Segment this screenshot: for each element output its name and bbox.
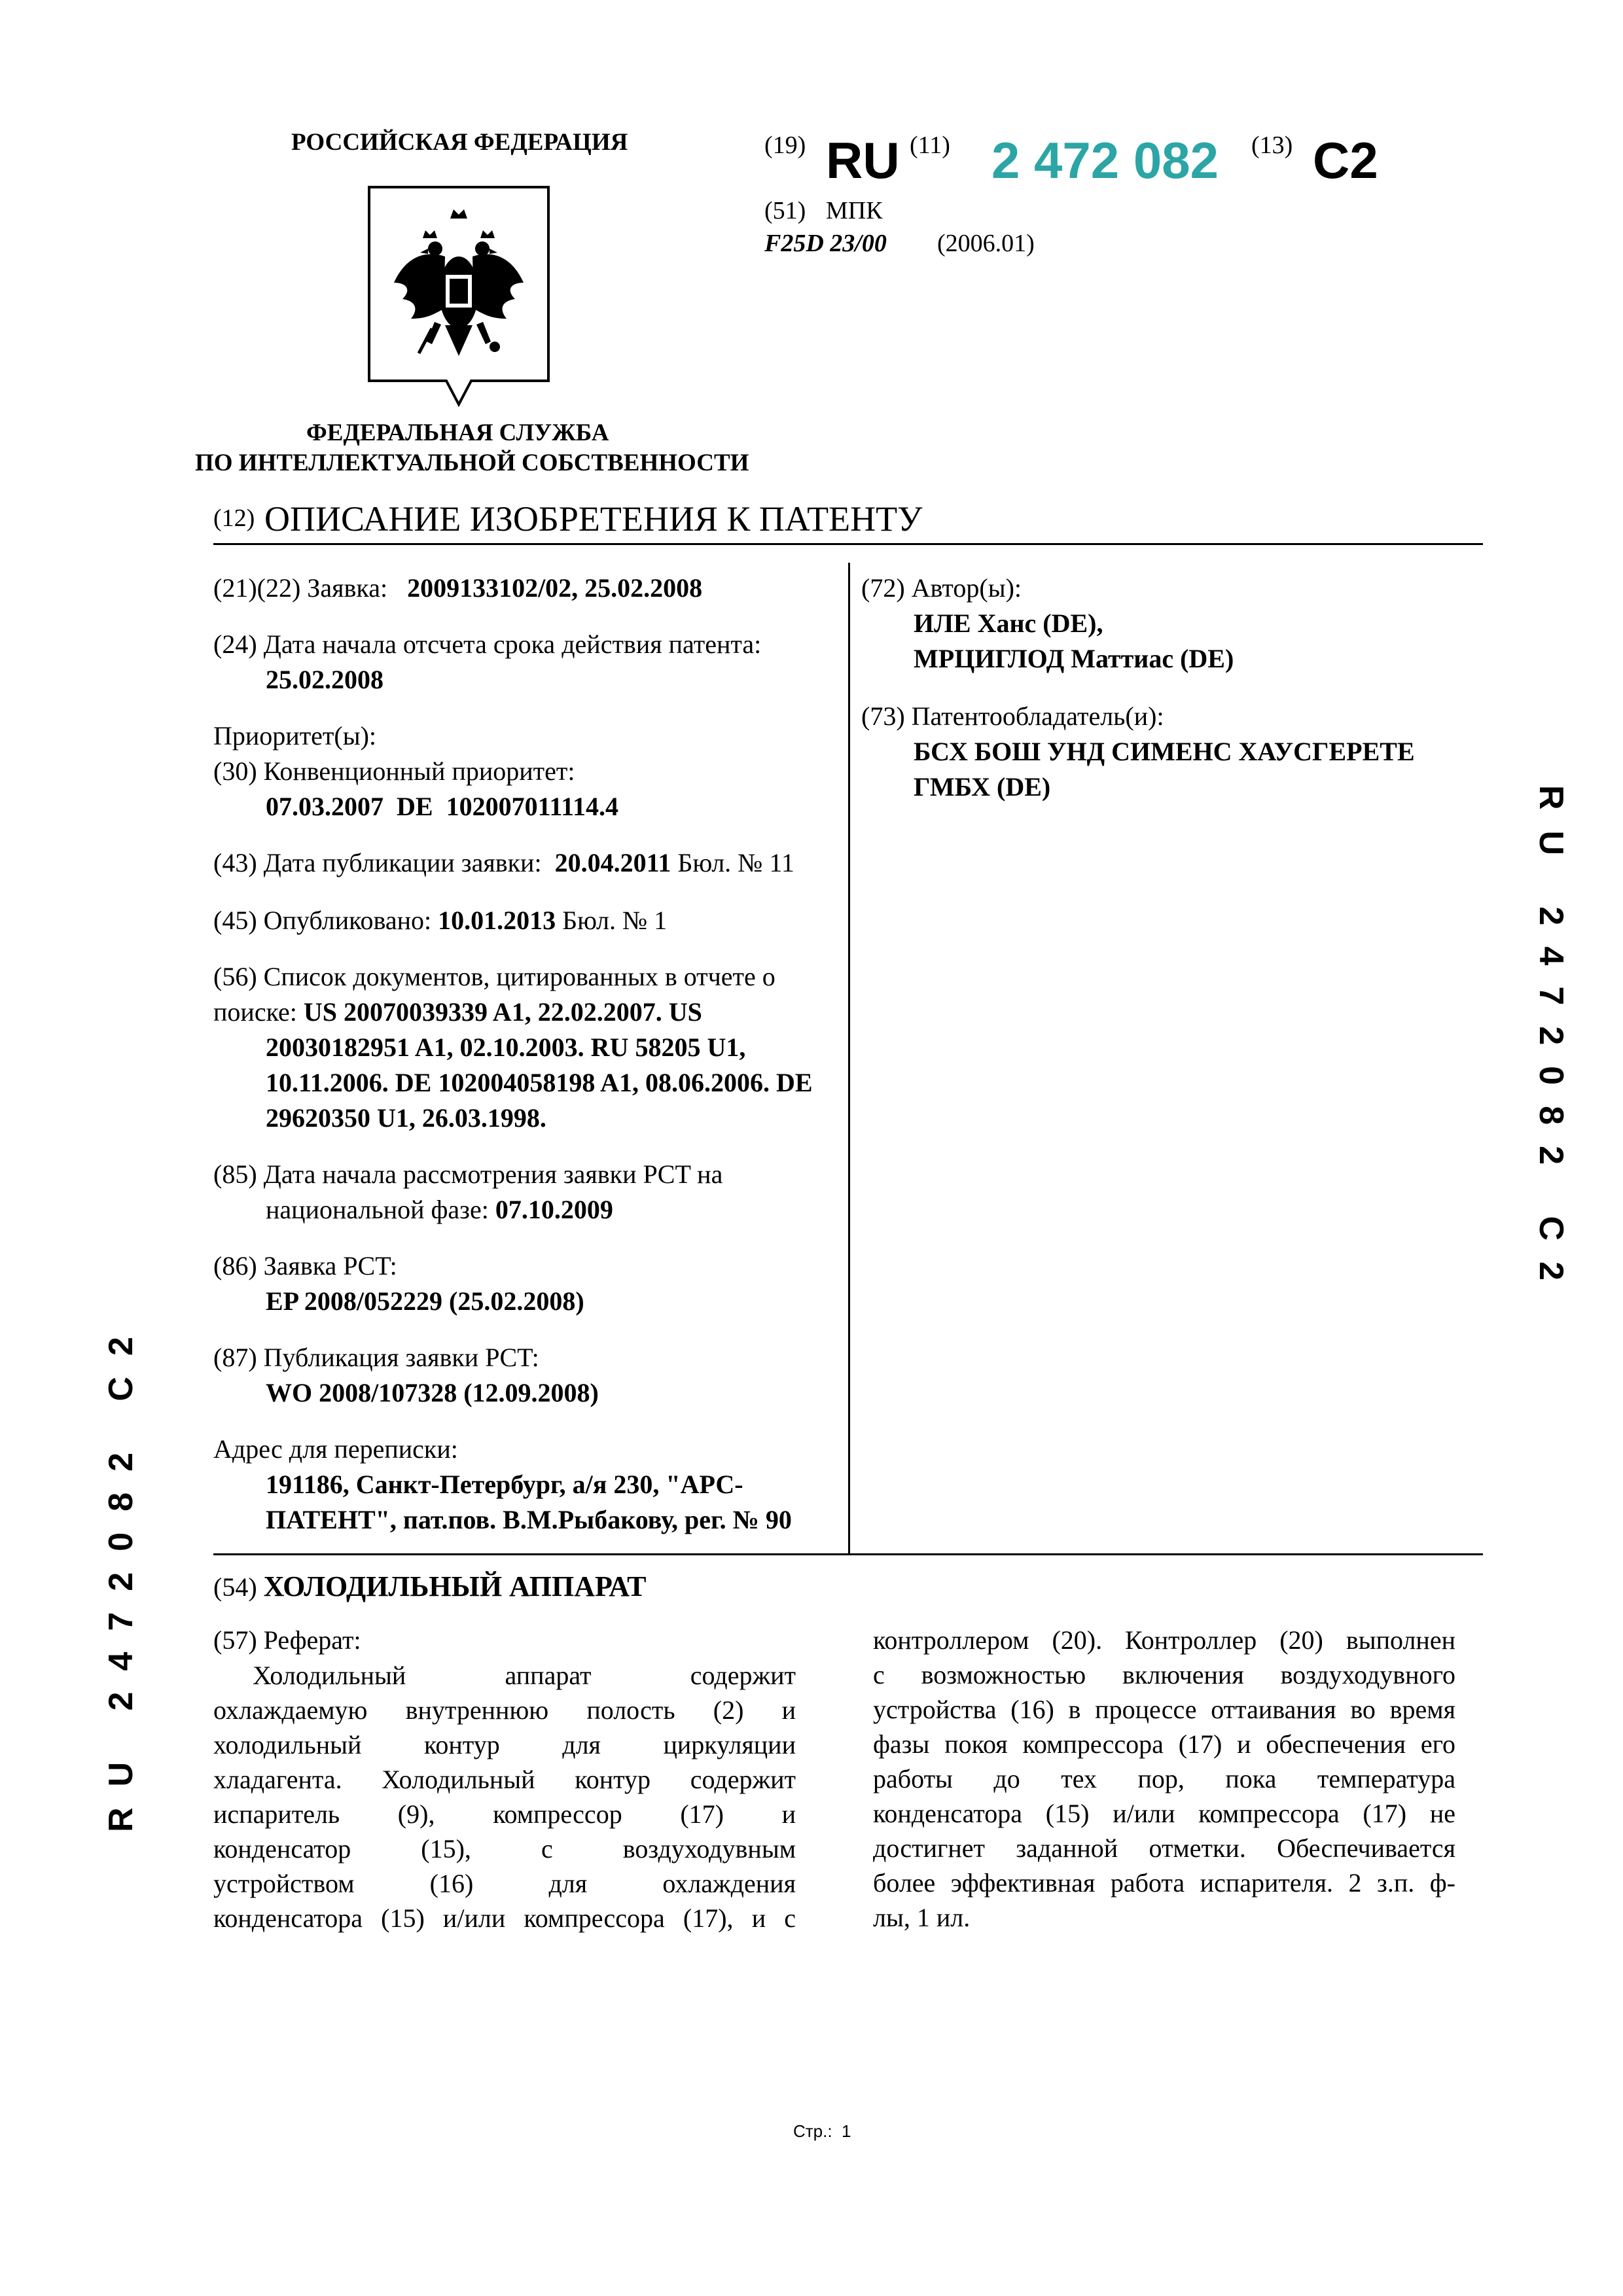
mpk-label: МПК bbox=[826, 197, 883, 224]
field-86-label: (86) Заявка PCT: bbox=[213, 1251, 397, 1280]
field-72-label: (72) Автор(ы): bbox=[861, 573, 1022, 603]
field-87-label: (87) Публикация заявки PCT: bbox=[213, 1343, 539, 1372]
field-56-line2: 20030182951 A1, 02.10.2003. RU 58205 U1, bbox=[266, 1033, 746, 1062]
abstract-line: лы, 1 ил. bbox=[873, 1903, 971, 1932]
field-54: (54) ХОЛОДИЛЬНЫЙ АППАРАТ bbox=[213, 1570, 647, 1602]
document-title: ОПИСАНИЕ ИЗОБРЕТЕНИЯ К ПАТЕНТУ bbox=[264, 499, 923, 539]
address-line2: ПАТЕНТ", пат.пов. В.М.Рыбакову, рег. № 90 bbox=[266, 1505, 792, 1534]
abstract-line: более эффективная работа испарителя. 2 з.п. ф- bbox=[873, 1868, 1455, 1898]
page-footer: Стр.: 1 bbox=[793, 2121, 851, 2141]
abstract-line: фазы покоя компрессора (17) и обеспечения его bbox=[873, 1729, 1455, 1759]
abstract-line: конденсатора (15) и/или компрессора (17), и с bbox=[213, 1903, 796, 1933]
abstract-line: контроллером (20). Контроллер (20) выполнен bbox=[873, 1625, 1455, 1655]
field-24-value: 25.02.2008 bbox=[266, 665, 383, 694]
side-code-left: RU 2472082 C2 bbox=[102, 1316, 140, 1832]
field-56-line4: 29620350 U1, 26.03.1998. bbox=[266, 1103, 546, 1133]
abstract-line: конденсатора (15) и/или компрессора (17) не bbox=[873, 1799, 1455, 1828]
field-30-value: 07.03.2007 DE 102007011114.4 bbox=[266, 792, 618, 821]
coat-of-arms bbox=[366, 185, 551, 407]
abstract-line: охлаждаемую внутреннюю полость (2) и bbox=[213, 1695, 796, 1725]
field-73-label: (73) Патентообладатель(и): bbox=[861, 701, 1164, 731]
field-87-value: WO 2008/107328 (12.09.2008) bbox=[266, 1378, 599, 1407]
field-56-line1: поиске: US 20070039339 A1, 22.02.2007. US bbox=[213, 997, 702, 1027]
abstract-line: достигнет заданной отметки. Обеспечивается bbox=[873, 1833, 1455, 1863]
abstract-line: хладагента. Холодильный контур содержит bbox=[213, 1765, 796, 1794]
field-24-label: (24) Дата начала отсчета срока действия патента: bbox=[213, 629, 762, 659]
field-86-value: EP 2008/052229 (25.02.2008) bbox=[266, 1286, 584, 1316]
kind-code: C2 bbox=[1313, 132, 1378, 189]
field-85-label: (85) Дата начала рассмотрения заявки PCT на bbox=[213, 1159, 723, 1189]
inid-code-12: (12) bbox=[213, 504, 255, 532]
title-rule bbox=[213, 543, 1483, 545]
address-label: Адрес для переписки: bbox=[213, 1434, 458, 1464]
abstract-line: конденсатор (15), с воздуходувным bbox=[213, 1834, 796, 1863]
agency-line-2: ПО ИНТЕЛЛЕКТУАЛЬНОЙ СОБСТВЕННОСТИ bbox=[195, 450, 749, 476]
abstract-column-1 bbox=[213, 1658, 796, 1935]
patent-owner-line2: ГМБХ (DE) bbox=[914, 772, 1051, 802]
field-21-22: (21)(22) Заявка: 2009133102/02, 25.02.2008 bbox=[213, 573, 703, 603]
abstract-column-2 bbox=[873, 1623, 1455, 1935]
abstract-line: испаритель (9), компрессор (17) и bbox=[213, 1799, 796, 1829]
inid-code-13: (13) bbox=[1251, 132, 1293, 159]
field-56-label: (56) Список документов, цитированных в отчете о bbox=[213, 962, 776, 991]
address-line1: 191186, Санкт-Петербург, а/я 230, "АРС- bbox=[266, 1470, 743, 1499]
abstract-line: Холодильный аппарат содержит bbox=[253, 1661, 796, 1690]
field-57-label: (57) Реферат: bbox=[213, 1625, 361, 1655]
patent-owner-line1: БСХ БОШ УНД СИМЕНС ХАУСГЕРЕТЕ bbox=[914, 737, 1415, 766]
priority-label: Приоритет(ы): bbox=[213, 721, 377, 751]
author-1: ИЛЕ Ханс (DE), bbox=[914, 609, 1103, 638]
inid-code-51: (51) bbox=[764, 197, 806, 224]
double-headed-eagle-icon bbox=[366, 185, 551, 407]
country-code: RU bbox=[826, 132, 900, 189]
country-name: РОССИЙСКАЯ ФЕДЕРАЦИЯ bbox=[291, 129, 628, 156]
abstract-line: работы до тех пор, пока температура bbox=[873, 1764, 1455, 1793]
field-43: (43) Дата публикации заявки: 20.04.2011 Бюл. № 11 bbox=[213, 848, 794, 877]
abstract-line: холодильный контур для циркуляции bbox=[213, 1730, 796, 1759]
field-85-value: национальной фазе: 07.10.2009 bbox=[266, 1195, 613, 1224]
field-30-label: (30) Конвенционный приоритет: bbox=[213, 756, 575, 786]
agency-line-1: ФЕДЕРАЛЬНАЯ СЛУЖБА bbox=[306, 419, 609, 446]
inid-code-19: (19) bbox=[764, 132, 806, 159]
side-code-right: RU 2472082 C2 bbox=[1532, 785, 1570, 1301]
ipc-class: F25D 23/00 bbox=[764, 230, 887, 257]
column-divider bbox=[848, 563, 850, 1553]
inid-code-11: (11) bbox=[910, 132, 950, 159]
field-56-line3: 10.11.2006. DE 102004058198 A1, 08.06.2006. DE bbox=[266, 1068, 813, 1097]
author-2: МРЦИГЛОД Маттиас (DE) bbox=[914, 644, 1234, 673]
abstract-line: устройства (16) в процессе оттаивания во время bbox=[873, 1695, 1455, 1724]
patent-number: 2 472 082 bbox=[991, 132, 1219, 189]
abstract-line: устройством (16) для охлаждения bbox=[213, 1869, 796, 1898]
section-rule bbox=[213, 1553, 1483, 1555]
ipc-version: (2006.01) bbox=[937, 230, 1035, 257]
field-45: (45) Опубликовано: 10.01.2013 Бюл. № 1 bbox=[213, 906, 668, 935]
abstract-line: с возможностью включения воздуходувного bbox=[873, 1660, 1455, 1689]
